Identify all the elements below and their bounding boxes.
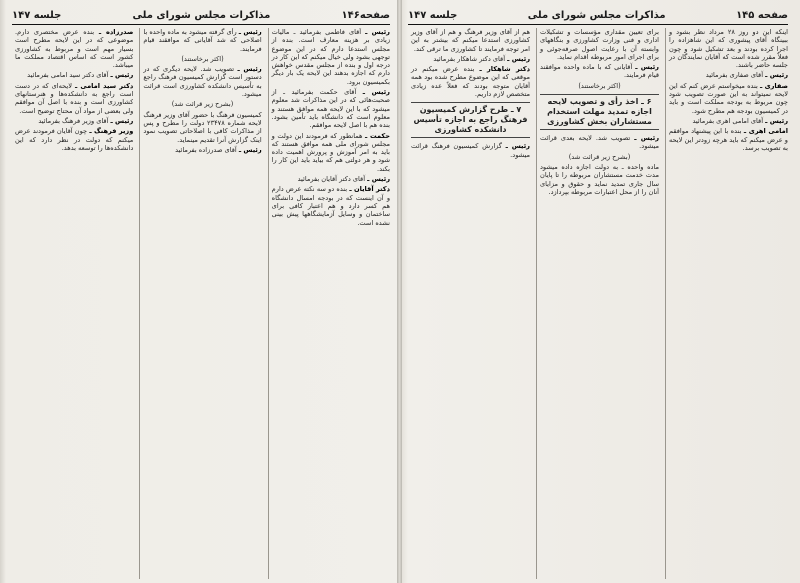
paragraph bbox=[15, 71, 133, 79]
speaker: رئیس ـ bbox=[110, 71, 134, 80]
speaker: وزیر فرهنگ ـ bbox=[89, 127, 134, 136]
speech-text: آقای امامی اهری بفرمائید bbox=[692, 116, 764, 125]
speaker: رئیس ـ bbox=[505, 142, 530, 151]
paragraph bbox=[411, 28, 530, 53]
reading-note: (بشرح زیر قرائت شد) bbox=[568, 152, 631, 161]
paragraph bbox=[272, 132, 390, 173]
paragraph bbox=[411, 55, 530, 63]
text-column bbox=[665, 28, 788, 579]
right-page-columns bbox=[408, 28, 788, 579]
speaker: رئیس ـ bbox=[765, 71, 788, 80]
page-number: صفحه ۱۴۵ bbox=[736, 9, 788, 21]
speech-text: اینکه این دو روز ۲۸ مرداد نظر بشود و ببینگاه آقای پیشوری که این شاهزاده را اجرا کرده بودند و بعد تشکیل شود و چون فعلاً مقرر شده است که آقایان نمایندگان در جلسه حاضر باشند. bbox=[669, 28, 788, 70]
paragraph bbox=[411, 142, 530, 159]
paragraph bbox=[540, 163, 659, 196]
speech-text: بنده عرض مختصری دارم. موضوعی که در این لایحه مطرح است بسیار مهم است و مربوط به کشاورزی کشور است که اساس اقتصاد مملکت ما میباشد. bbox=[15, 28, 134, 70]
paragraph bbox=[540, 63, 659, 80]
speech-text: آقای دکتر سید امامی بفرمائید bbox=[27, 71, 109, 80]
speaker: دکتر آقایان ـ bbox=[349, 185, 390, 194]
page-number: صفحه۱۴۶ bbox=[341, 9, 390, 21]
left-page-columns bbox=[12, 28, 390, 579]
text-column bbox=[408, 28, 530, 579]
speaker: رئیس ـ bbox=[507, 54, 530, 63]
paragraph bbox=[411, 65, 530, 98]
section-heading: ۶ ـ اخذ رأی و تصویب لایحه اجازه تمدید مهلت استخدام مستشاران بخش کشاورزی bbox=[540, 94, 659, 130]
speech-text: بنده عرض میکنم در موقعی که این موضوع مطرح شده بود همه آقایان متوجه بودند که فعلاً عده زیادی متخصص لازم داریم. bbox=[411, 65, 530, 99]
paragraph bbox=[669, 127, 788, 152]
paragraph bbox=[143, 111, 261, 144]
text-column bbox=[268, 28, 390, 579]
speaker: رئیس ـ bbox=[634, 134, 659, 143]
right-page bbox=[402, 0, 794, 583]
section-heading: ۷ ـ طرح گزارش کمیسیون فرهنگ راجع به اجازه تأسیس دانشکده کشاورزی bbox=[411, 102, 530, 138]
session-number: جلسه ۱۴۷ bbox=[408, 9, 458, 21]
speech-text: گزارش کمیسیون فرهنگ قرائت میشود. bbox=[411, 142, 530, 159]
speech-text: آقای دکتر آقایان بفرمائید bbox=[297, 175, 366, 184]
paragraph bbox=[669, 117, 788, 125]
speech-text: چون آقایان فرمودند عرض میکنم که دولت در نظر دارد که این دانشکده‌ها را توسعه بدهد. bbox=[15, 127, 134, 152]
paragraph bbox=[669, 71, 788, 79]
speech-text: برای تعیین مقداری مؤسسات و تشکیلات اداری و فنی وزارت کشاورزی و بنگاههای وابسته آن با رعایت اصول صرفه‌جوئی و برای اجرای امور مربوطه اقدام نماید. bbox=[540, 28, 659, 61]
speech-text: آقای دکتر شاهکار بفرمائید bbox=[433, 54, 506, 63]
speech-text: آقای صدرزاده بفرمائید bbox=[175, 145, 237, 154]
speaker: امامی اهری ـ bbox=[743, 127, 788, 136]
left-page bbox=[6, 0, 396, 583]
speaker: حکمت ـ bbox=[365, 131, 390, 140]
paragraph bbox=[272, 175, 390, 183]
paragraph bbox=[669, 82, 788, 115]
paragraph bbox=[143, 28, 261, 53]
speech-text: کمیسیون فرهنگ با حضور آقای وزیر فرهنگ لایحه شماره ۲۳۴۷۸ دولت را مطرح و پس از مذاکرات کافی با اصلاحاتی تصویب نمود اینک گزارش آنرا تقدیم مینماید. bbox=[143, 110, 262, 144]
right-page-header bbox=[408, 6, 788, 25]
speech-text: هم از آقای وزیر فرهنگ و هم از آقای وزیر کشاورزی استدعا میکنم که بیشتر به این امر توجه فرمایند تا کشاورزی ما ترقی کند. bbox=[411, 28, 530, 53]
speech-text: بنده با این پیشنهاد موافقم و عرض میکنم که باید هرچه زودتر این لایحه به تصویب برسد. bbox=[669, 127, 788, 152]
paragraph bbox=[669, 28, 788, 69]
paragraph bbox=[540, 134, 659, 151]
vote-note: (اکثر برخاستند) bbox=[181, 54, 224, 63]
speaker: رئیس ـ bbox=[367, 175, 390, 184]
speaker: رئیس ـ bbox=[765, 116, 788, 125]
reading-note: (بشرح زیر قرائت شد) bbox=[171, 100, 234, 109]
speech-text: تصویب شد. لایحه بعدی قرائت میشود. bbox=[540, 134, 659, 151]
text-column bbox=[12, 28, 133, 579]
paragraph bbox=[272, 28, 390, 86]
speaker: صدرزاده ـ bbox=[98, 28, 134, 36]
speaker: رئیس ـ bbox=[238, 145, 262, 154]
speech-text: تصویب شد. لایحه دیگری که در دستور است گزارش کمیسیون فرهنگ راجع به تأسیس دانشکده کشاورزی است قرائت میشود. bbox=[143, 65, 262, 99]
session-number: جلسه ۱۴۷ bbox=[12, 9, 62, 21]
paragraph bbox=[143, 65, 261, 98]
speaker: صفاری ـ bbox=[759, 81, 788, 90]
speech-text: رأی گرفته میشود به ماده واحده با اصلاحی که شد آقایانی که موافقند قیام فرمایند. bbox=[143, 28, 262, 53]
speech-text: همانطور که فرمودند این دولت و مجلس شورای ملی همه موافق هستند که باید به امر آموزش و پرورش اهمیت داده شود و هر دولتی هم که بیاید باید این کار را بکند. bbox=[271, 131, 390, 173]
speaker: رئیس ـ bbox=[238, 28, 262, 36]
speaker: رئیس ـ bbox=[362, 88, 390, 97]
paragraph bbox=[15, 28, 133, 69]
speaker: رئیس ـ bbox=[237, 65, 262, 74]
running-title: مذاکرات مجلس شورای ملی bbox=[527, 9, 666, 21]
speaker: دکتر شاهکار ـ bbox=[479, 65, 530, 74]
speaker: دکتر سید امامی ـ bbox=[75, 81, 134, 90]
speech-text: آقایانی که با ماده واحده موافقند قیام فرمایند. bbox=[540, 63, 659, 80]
speech-text: بنده میخواستم عرض کنم که این لایحه نمیتواند به این صورت تصویب شود چون مربوط به بودجه مملکت است و باید در کمیسیون بودجه هم مطرح شود. bbox=[669, 81, 788, 115]
paragraph bbox=[143, 146, 261, 154]
text-column bbox=[139, 28, 261, 579]
paragraph bbox=[272, 88, 390, 129]
speech-text: آقای فاطمی بفرمائید ـ مالیات زیادی بر هزینه معارف است. بنده از مجلس استدعا دارم که در این موضوع توجهی بشود ولی خیال میکنم که این کار در درجه اول و بنده از مجلس مقدس خواهش دارم که اجازه بدهند این لایحه یک بار دیگر بکمیسیون برود. bbox=[271, 28, 390, 86]
speech-text: ماده واحده ـ به دولت اجازه داده میشود مدت خدمت مستشاران مربوطه را تا پایان سال جاری تمدید نماید و حقوق و مزایای آنان را از محل اعتبارات مربوطه بپردازد. bbox=[540, 162, 659, 196]
text-column bbox=[536, 28, 659, 579]
vote-note: (اکثر برخاستند) bbox=[578, 81, 621, 90]
paragraph bbox=[15, 117, 133, 125]
speaker: رئیس ـ bbox=[365, 28, 390, 36]
left-page-header bbox=[12, 6, 390, 25]
paragraph bbox=[15, 127, 133, 152]
speaker: رئیس ـ bbox=[110, 116, 134, 125]
running-title: مذاکرات مجلس شورای ملی bbox=[132, 9, 271, 21]
speech-text: لایحه‌ای که در دست است راجع به دانشکده‌ها و هنرستانهای کشاورزی است و بنده با اصل آن موافقم ولی بعضی از مواد آن محتاج توضیح است. bbox=[15, 81, 134, 115]
speech-text: آقای صفاری بفرمائید bbox=[705, 71, 764, 80]
paragraph bbox=[15, 82, 133, 115]
paragraph bbox=[540, 28, 659, 61]
speech-text: آقای حکمت بفرمائید ـ از صحبت‌هائی که در این مذاکرات شد معلوم میشود که با این لایحه همه موافق هستند و معلوم است که دانشگاه باید تأمین بشود. بنده هم با اصل لایحه موافقم. bbox=[271, 88, 390, 130]
speech-text: بنده دو سه نکته عرض دارم و آن اینست که در بودجه امسال دانشگاه هم کسر دارد و هم اعتبار کافی برای ساختمان و وسایل آزمایشگاهها پیش بینی نشده است. bbox=[271, 185, 390, 227]
paragraph bbox=[272, 185, 390, 226]
speech-text: آقای وزیر فرهنگ بفرمائید bbox=[38, 116, 109, 125]
speaker: رئیس ـ bbox=[635, 63, 659, 72]
